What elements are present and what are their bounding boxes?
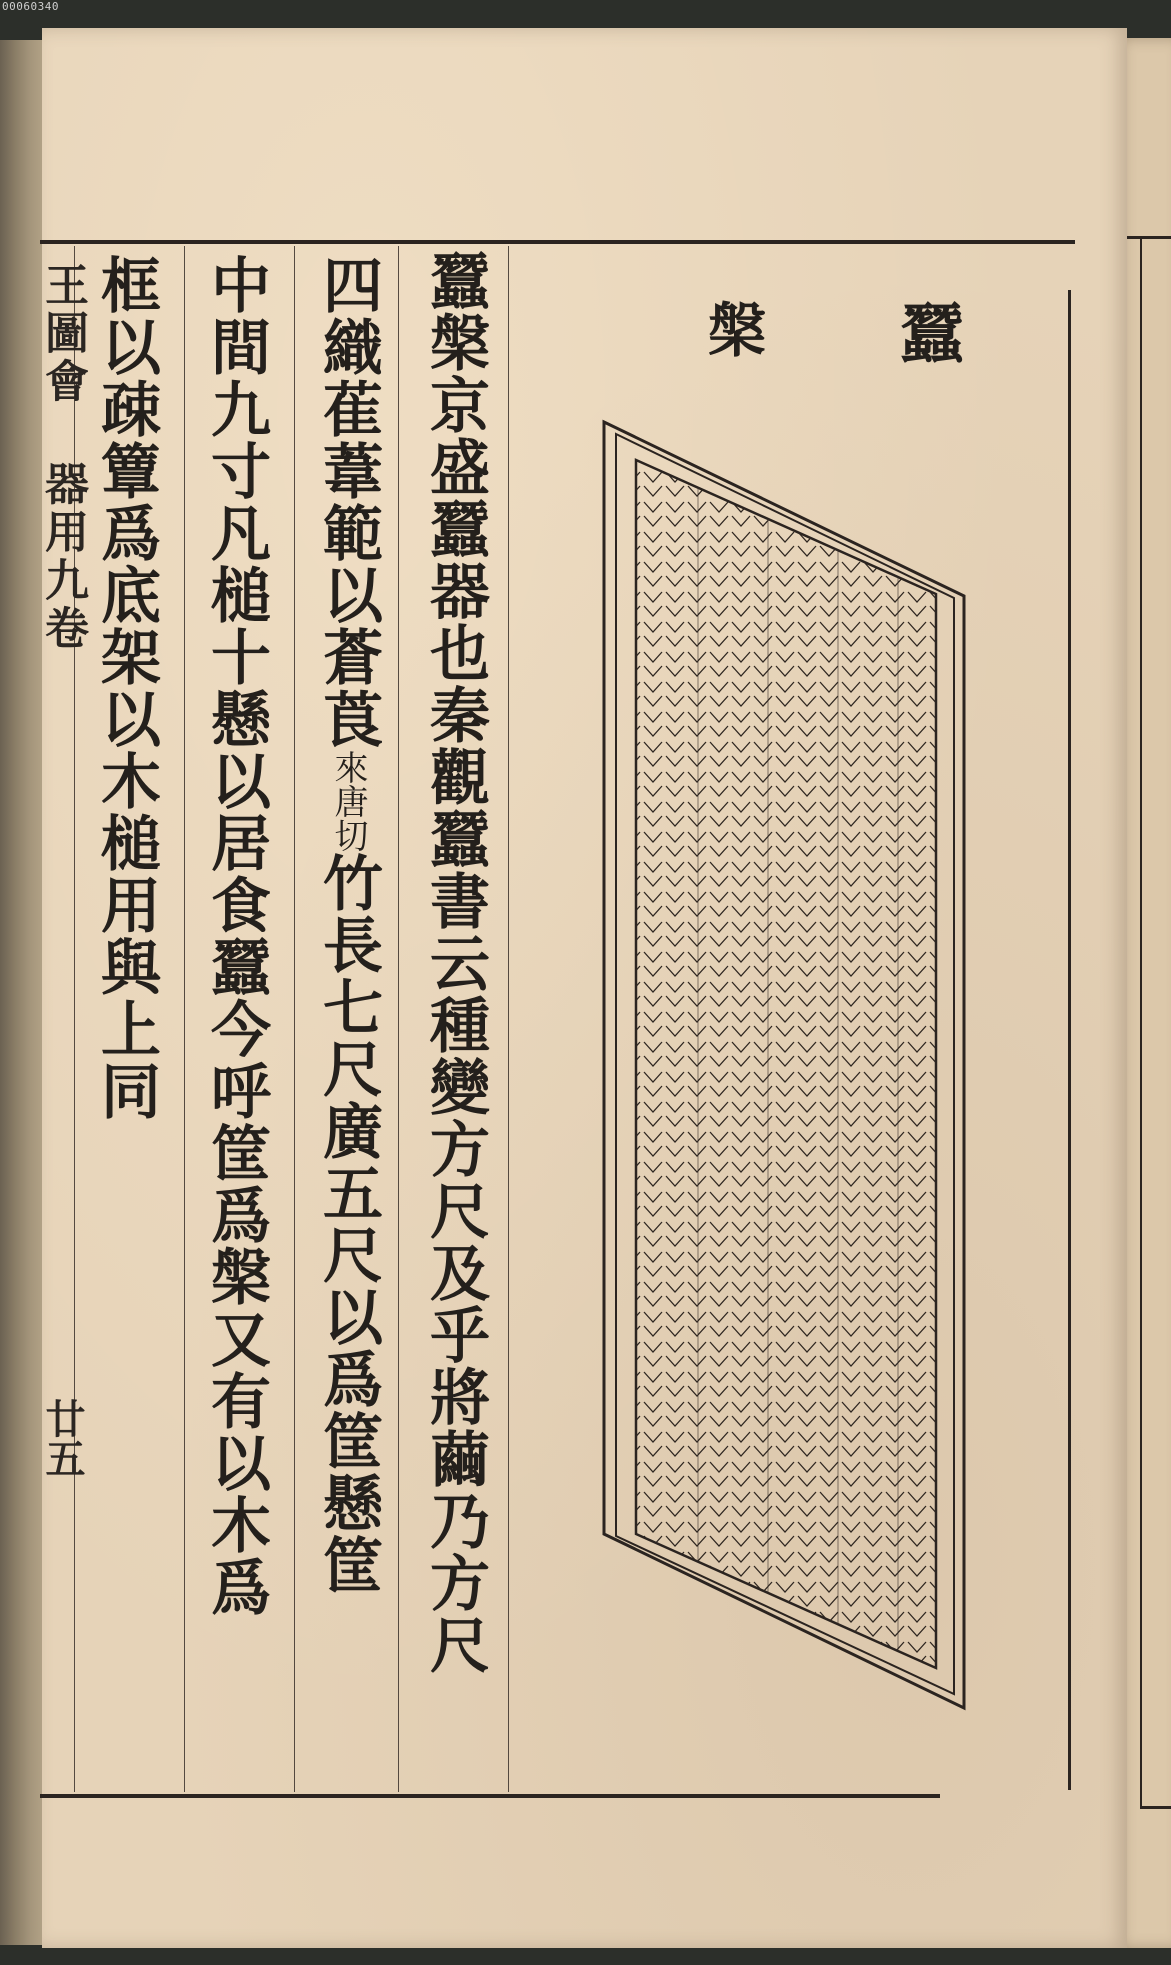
scan-id-label: 00060340 (2, 0, 59, 13)
column-divider (508, 246, 509, 1792)
text-column-2 (313, 254, 383, 1596)
next-page-rule (1140, 1806, 1171, 1809)
frame-right-rule (1068, 290, 1071, 1790)
margin-book-title: 王圖會 器用九卷 (37, 262, 88, 653)
heading-title-main: 蠶 (889, 300, 964, 370)
column-divider (184, 246, 185, 1792)
column-divider (294, 246, 295, 1792)
frame-top-rule (40, 240, 1075, 244)
text-column-2-part-b: 竹長七尺廣五尺以爲筐懸筐 (313, 852, 383, 1596)
column-divider (398, 246, 399, 1792)
heading-title-sub: 槃 (698, 300, 766, 364)
silkworm-tray-illustration (598, 408, 978, 1718)
text-column-1: 蠶槃京盛蠶器也秦觀蠶書云種變方尺及乎將繭乃方尺 (420, 250, 490, 1676)
tray-weave-area (636, 460, 936, 1668)
frame-bottom-rule (40, 1794, 940, 1798)
margin-page-number: 廿五 (39, 1398, 86, 1478)
text-column-3: 中間九寸凡槌十懸以居食蠶今呼筐爲槃又有以木爲 (201, 254, 271, 1618)
interlinear-note: 來唐切 (328, 750, 368, 852)
next-page-rule (1140, 236, 1142, 1806)
text-column-2-part-a: 四織萑葦範以蒼莨 (313, 254, 383, 750)
text-column-4: 框以疎簟爲底架以木槌用與上同 (91, 254, 161, 1122)
next-page-rule (1122, 236, 1171, 239)
